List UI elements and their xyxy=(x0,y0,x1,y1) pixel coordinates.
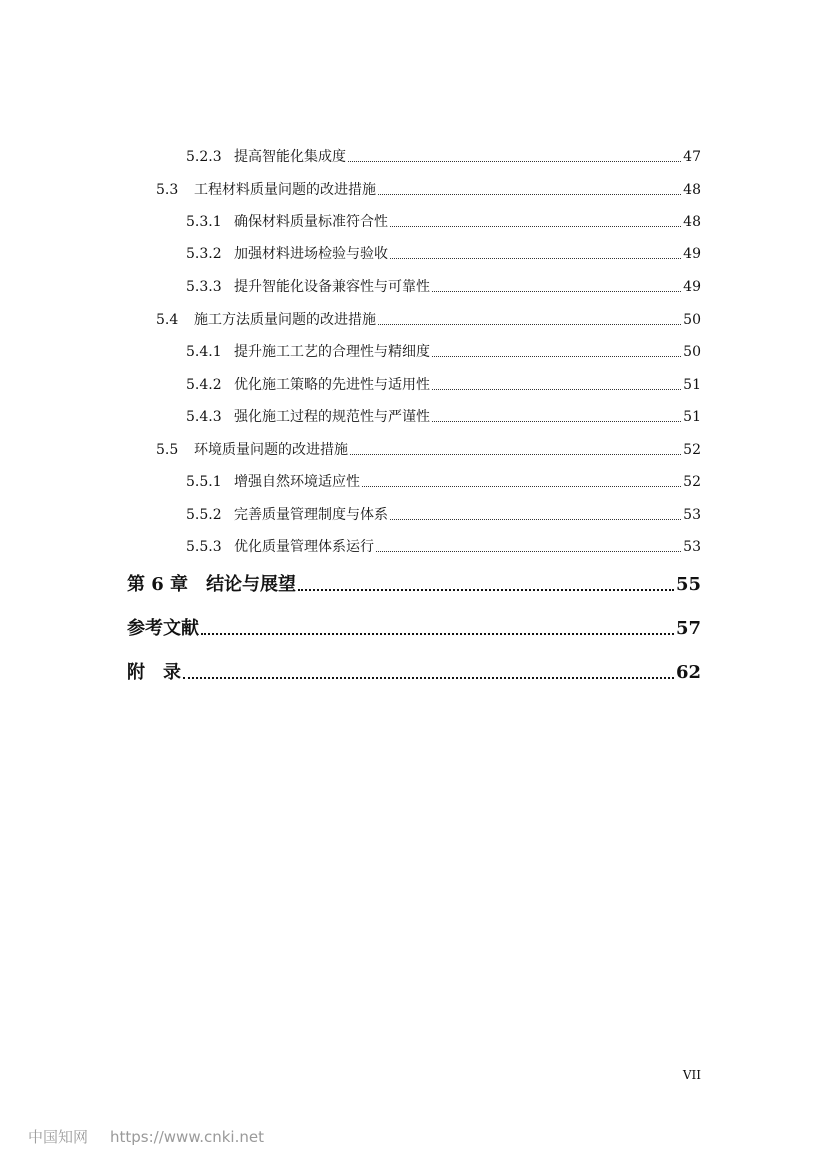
toc-leader-dots xyxy=(432,355,681,357)
toc-entry-title: 环境质量问题的改进措施 xyxy=(194,442,348,458)
toc-leader-dots xyxy=(378,193,681,195)
toc-entry-page: 48 xyxy=(683,182,701,198)
toc-entry-title: 确保材料质量标准符合性 xyxy=(234,214,388,230)
toc-entry-title: 附 录 xyxy=(127,662,181,683)
toc-leader-dots xyxy=(350,453,681,455)
toc-entry-title: 增强自然环境适应性 xyxy=(234,474,360,490)
toc-entry-title: 提升智能化设备兼容性与可靠性 xyxy=(234,279,430,295)
toc-entry-number: 5.4.1 xyxy=(186,344,222,360)
toc-entry-title: 参考文献 xyxy=(127,618,199,639)
toc-entry[interactable] xyxy=(127,614,701,640)
toc-leader-dots xyxy=(298,588,674,591)
toc-entry-page: 57 xyxy=(675,618,701,639)
toc-entry-title: 工程材料质量问题的改进措施 xyxy=(194,182,376,198)
toc-entry-title: 强化施工过程的规范性与严谨性 xyxy=(234,409,430,425)
toc-entry-title: 优化质量管理体系运行 xyxy=(234,539,374,555)
toc-entry-page: 51 xyxy=(683,377,701,393)
toc-entry-page: 50 xyxy=(683,344,701,360)
toc-entry-title: 优化施工策略的先进性与适用性 xyxy=(234,377,430,393)
toc-entry-title: 提升施工工艺的合理性与精细度 xyxy=(234,344,430,360)
toc-leader-dots xyxy=(378,323,681,325)
toc-entry-page: 49 xyxy=(683,279,701,295)
toc-entry-page: 49 xyxy=(683,246,701,262)
toc-entry-number: 5.2.3 xyxy=(186,149,222,165)
toc-entry[interactable] xyxy=(127,658,701,684)
toc-entry-number: 5.4.3 xyxy=(186,409,222,425)
toc-entry-page: 47 xyxy=(683,149,701,165)
toc-entry-title: 提高智能化集成度 xyxy=(234,149,346,165)
toc-entry-title: 施工方法质量问题的改进措施 xyxy=(194,312,376,328)
toc-entry[interactable] xyxy=(156,179,701,199)
toc-entry-number: 第 6 章 xyxy=(127,574,189,595)
toc-entry[interactable] xyxy=(186,406,701,426)
toc-entry-title: 完善质量管理制度与体系 xyxy=(234,507,388,523)
toc-leader-dots xyxy=(183,676,674,679)
toc-entry[interactable] xyxy=(156,439,701,459)
toc-entry[interactable] xyxy=(186,504,701,524)
toc-entry-title: 加强材料进场检验与验收 xyxy=(234,246,388,262)
toc-entry-page: 52 xyxy=(683,442,701,458)
toc-leader-dots xyxy=(201,632,674,635)
toc-entry-number: 5.5.1 xyxy=(186,474,222,490)
toc-leader-dots xyxy=(390,225,681,227)
toc-leader-dots xyxy=(390,518,681,520)
toc-leader-dots xyxy=(362,485,681,487)
toc-leader-dots xyxy=(376,550,681,552)
toc-leader-dots xyxy=(390,257,681,259)
toc-entry[interactable] xyxy=(186,146,701,166)
page-number: VII xyxy=(682,1068,701,1082)
toc-entry-page: 50 xyxy=(683,312,701,328)
toc-entry-page: 52 xyxy=(683,474,701,490)
toc-leader-dots xyxy=(348,160,681,162)
toc-entry[interactable] xyxy=(186,211,701,231)
toc-entry-page: 48 xyxy=(683,214,701,230)
toc-entry-page: 53 xyxy=(683,539,701,555)
cnki-watermark xyxy=(28,1126,264,1147)
toc-leader-dots xyxy=(432,290,681,292)
toc-entry-number: 5.3 xyxy=(156,182,179,198)
toc-entry[interactable] xyxy=(186,374,701,394)
watermark-url: https://www.cnki.net xyxy=(110,1128,264,1146)
toc-entry-number: 5.5 xyxy=(156,442,179,458)
toc-entry-number: 5.5.2 xyxy=(186,507,222,523)
toc-entry[interactable] xyxy=(186,276,701,296)
toc-entry-page: 62 xyxy=(675,662,701,683)
toc-entry-title: 结论与展望 xyxy=(206,574,297,595)
toc-entry[interactable] xyxy=(186,471,701,491)
toc-entry-number: 5.5.3 xyxy=(186,539,222,555)
toc-leader-dots xyxy=(432,388,681,390)
toc-entry[interactable] xyxy=(186,341,701,361)
watermark-site: 中国知网 xyxy=(28,1128,89,1146)
toc-entry-number: 5.4 xyxy=(156,312,179,328)
toc-entry[interactable] xyxy=(186,243,701,263)
toc-entry-number: 5.4.2 xyxy=(186,377,222,393)
toc-entry-page: 51 xyxy=(683,409,701,425)
toc-entry-number: 5.3.3 xyxy=(186,279,222,295)
toc-entry[interactable] xyxy=(156,309,701,329)
toc-entry[interactable] xyxy=(127,570,701,596)
toc-leader-dots xyxy=(432,420,681,422)
toc-entry-number: 5.3.2 xyxy=(186,246,222,262)
toc-entry-page: 53 xyxy=(683,507,701,523)
toc-entry[interactable] xyxy=(186,536,701,556)
toc-entry-number: 5.3.1 xyxy=(186,214,222,230)
toc-entry-page: 55 xyxy=(675,574,701,595)
